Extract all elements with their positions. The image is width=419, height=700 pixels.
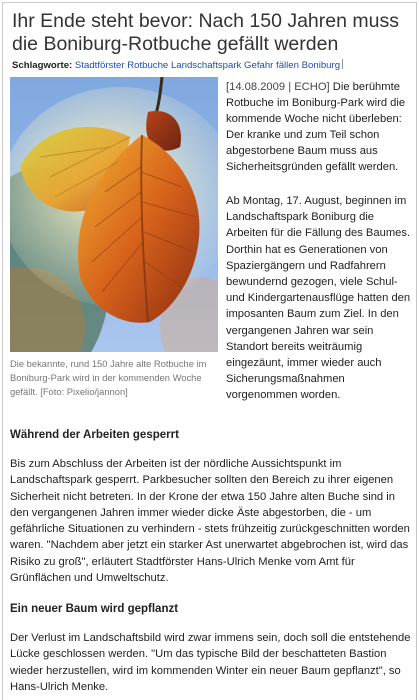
section-body-closed: Bis zum Abschluss der Arbeiten ist der nördliche Aussichtspunkt im Landschaftspark gesperrt. Parkbesucher sollten den Bereich zu ihrer eigenen Sicherheit nicht betreten. In der Krone der etwa 150 Jahre alten Buche sind in den vergangenen Jahren immer wieder dicke Äste abgestorben, die - um gefährliche Situationen zu verhindern - stets frühzeitig zurückgeschnitten worden waren. "Nachdem aber jetzt ein starker Ast unerwartet abgebrochen ist, wird das Risiko zu groß", erläutert Stadtförster Hans-Ulrich Menke vom Amt für Grünflächen und Umweltschutz. — [10, 458, 410, 585]
tag-bar — [12, 59, 417, 72]
intro-paragraph — [226, 79, 414, 175]
beech-leaf-photo — [10, 77, 218, 352]
intro-text: Die berühmte Rotbuche im Boniburg-Park wird die kommende Woche nicht überleben: Der kranke und zum Teil schon abgestorbene Baum muss aus Sicherheitsgründen gefällt werden. — [226, 81, 406, 173]
tag-separator — [342, 59, 343, 69]
tag-link-landschaftspark[interactable]: Landschaftspark — [170, 60, 242, 71]
body-paragraph-2: Ab Montag, 17. August, beginnen im Landschaftspark Boniburg die Arbeiten für die Fällung des Baumes. Dorthin hat es Generationen von Spaziergängern und Radfahrern bewundernd gezogen, viele Schul- und Kindergartenausflüge hatten den imposanten Baum zum Ziel. In den vergangenen Jahren war sein Standort bereits weiträumig eingezäunt, immer wieder auch Sicherungsmaßnahmen vorgenommen worden. — [226, 195, 411, 402]
tag-link-stadtfoerster[interactable]: Stadtförster — [74, 60, 125, 71]
article-meta: [14.08.2009 | ECHO] — [226, 81, 330, 93]
section-heading-new-tree: Ein neuer Baum wird gepflanzt — [10, 603, 179, 615]
section-heading-closed: Während der Arbeiten gesperrt — [10, 429, 179, 441]
article-headline: Ihr Ende steht bevor: Nach 150 Jahren muss die Boniburg-Rotbuche gefällt werden — [12, 10, 399, 55]
article-photo — [10, 77, 218, 352]
tag-link-rotbuche[interactable]: Rotbuche — [127, 60, 169, 71]
image-caption: Die bekannte, rund 150 Jahre alte Rotbuche im Boniburg-Park wird in der kommenden Woche gefällt. [Foto: Pixelio/jannon] — [10, 358, 207, 397]
tags-label: Schlagworte: — [12, 60, 73, 71]
tag-link-boniburg[interactable]: Boniburg — [301, 60, 341, 71]
tag-link-faellen[interactable]: fällen — [276, 60, 299, 71]
tag-link-gefahr[interactable]: Gefahr — [244, 60, 274, 71]
section-body-new-tree: Der Verlust im Landschaftsbild wird zwar immens sein, doch soll die entstehende Lücke geschlossen werden. "Um das typische Bild der beschatteten Bastion wieder herzustellen, wird im kommenden Winter ein neuer Baum gepflanzt", so Hans-Ulrich Menke. — [10, 632, 411, 693]
